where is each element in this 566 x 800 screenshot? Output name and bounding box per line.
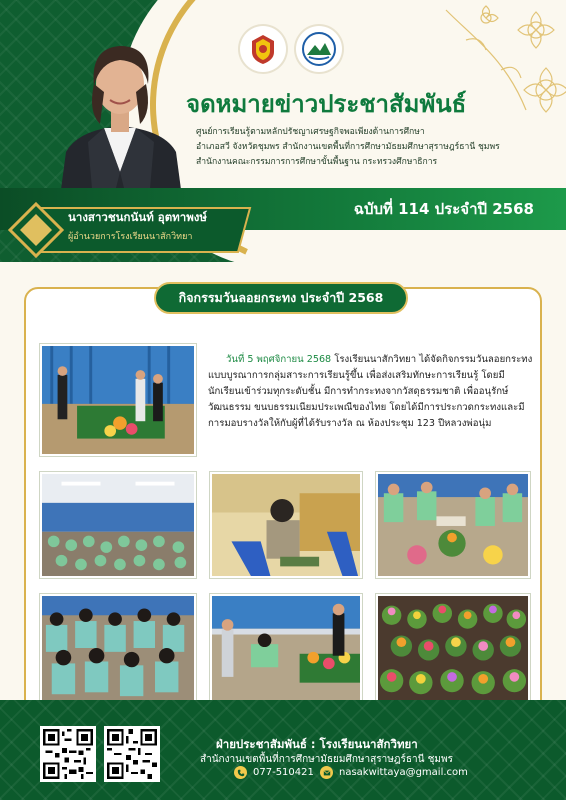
footer-subtitle: สำนักงานเขตพื้นที่การศึกษามัธยมศึกษาสุราษฎร์ธานี ชุมพร: [200, 754, 453, 765]
activity-article: [208, 352, 534, 432]
activity-date: วันที่ 5 พฤศจิกายน 2568: [226, 354, 332, 365]
director-position: ผู้อำนวยการโรงเรียนนาสักวิทยา: [68, 232, 193, 242]
activity-photo-krathong-making: [376, 472, 530, 578]
footer-phone[interactable]: [234, 766, 314, 779]
activity-photo-main: [40, 344, 196, 456]
organization-line: อำเภอสวี จังหวัดชุมพร สำนักงานเขตพื้นที่การศึกษามัธยมศึกษาสุราษฎร์ธานี ชุมพร: [196, 142, 500, 152]
organization-line: สำนักงานคณะกรรมการการศึกษาขั้นพื้นฐาน กระทรวงศึกษาธิการ: [196, 157, 438, 167]
qr-code-icon[interactable]: [104, 726, 160, 782]
activity-photo-hall: [40, 472, 196, 578]
footer-title: ฝ่ายประชาสัมพันธ์ : โรงเรียนนาสักวิทยา: [216, 737, 418, 751]
director-portrait: [48, 22, 193, 212]
activity-title: กิจกรรมวันลอยกระทง ประจำปี 2568: [154, 282, 408, 314]
newsletter-title: จดหมายข่าวประชาสัมพันธ์: [186, 90, 467, 118]
organization-line: ศูนย์การเรียนรู้ตามหลักปรัชญาเศรษฐกิจพอเพียงด้านการศึกษา: [196, 127, 425, 137]
organization-lines: [196, 125, 556, 170]
email-address: nasakwittaya@gmail.com: [339, 767, 468, 778]
school-emblem-icon: [240, 26, 286, 72]
activity-photo-student: [210, 472, 362, 578]
issue-number: ฉบับที่ 114 ประจำปี 2568: [353, 200, 534, 218]
activity-body: โรงเรียนนาสักวิทยา ได้จัดกิจกรรมวันลอยกระทงแบบบูรณาการกลุ่มสาระการเรียนรู้ขึ้น เพื่อส่งเสริมทักษะการเรียนรู้ โดยมีนักเรียนเข้าร่วมทุกระดับชั้น มีการทำกระทงจากวัสดุธรรมชาติ เพื่ออนุรักษ์วัฒนธรรม ขนบธรรมเนียมประเพณีของไทย โดยได้มีการประกวดกระทงและมีการมอบรางวัลให้กับผู้ที่ได้รับรางวัล ณ ห้องประชุม 123 ปีหลวงพ่อนุ่ม: [208, 354, 533, 429]
phone-icon: [234, 766, 247, 779]
mail-icon: [320, 766, 333, 779]
director-name: นางสาวชนกนันท์ อุตทาพงษ์: [68, 210, 207, 224]
qr-code-icon[interactable]: [40, 726, 96, 782]
footer-email[interactable]: [320, 766, 468, 779]
phone-number: 077-510421: [253, 767, 314, 778]
school-logo-icon: [296, 26, 342, 72]
